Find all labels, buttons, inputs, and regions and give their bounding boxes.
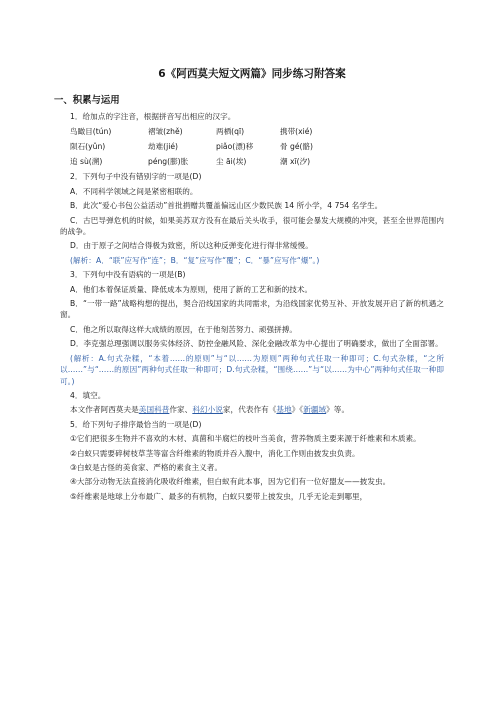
- sentence-3: ③白蚁是古怪的美食家、严格的素食主义者。: [70, 462, 223, 472]
- pinyin-row-1: [70, 126, 444, 137]
- pinyin-item: 追 sù(溯): [70, 157, 103, 167]
- question-3: 3．下列句中没有语病的一项是(B): [70, 270, 186, 280]
- pinyin-item: 陨石(yǔn): [70, 142, 106, 152]
- sentence-5: ⑤纤维素是地球上分布最广、最多的有机物，白蚁只要带上披发虫，几乎无论走到哪里，: [70, 491, 368, 501]
- pinyin-item: 潮 xī(汐): [280, 157, 311, 167]
- sentence-2: ②白蚁只需要碎树枝草茎等富含纤维素的物质并吞入腹中，消化工作则由披发虫负责。: [70, 448, 360, 458]
- option-b: B．“一带一路”战略构想的提出，契合沿线国家的共同需求，为沿线国家优势互补、开放发展开启了新的机遇之窗。: [60, 299, 444, 320]
- question-4: 4．填空。: [70, 390, 106, 400]
- answer-blank: 科普: [154, 405, 170, 415]
- text-fragment: 本文作者阿西莫夫是: [70, 405, 139, 415]
- sentence-1: ①它们把很多生物并不喜欢的木材、真菌和半腐烂的枝叶当美食，营养物质主要来源于纤维素和木质素。: [70, 434, 421, 444]
- text-fragment: 家，代表作有《: [222, 405, 277, 415]
- document-title: 6《阿西莫夫短文两篇》同步练习附答案: [158, 68, 346, 80]
- pinyin-item: 携带(xié): [280, 127, 313, 137]
- text-fragment: 》《: [291, 405, 304, 415]
- answer-blank: 美国: [138, 405, 155, 415]
- question-5: 5．给下列句子排序最恰当的一项是(D): [70, 419, 202, 429]
- pinyin-row-3: [70, 156, 444, 167]
- pinyin-item: 尘 āi(埃): [216, 157, 247, 167]
- fill-in-sentence: [60, 404, 444, 415]
- option-a: A．不同科学领域之间是紧密相联的。: [70, 186, 198, 196]
- answer-explanation: (解析：A.句式杂糅，“本着……的原则”与“以……为原则”两种句式任取一种即可；C.句式杂糅，“之所以……”与“……的原因”两种句式任取一种即可；D.句式杂糅，“围绕……”与“以……为中心”两种句式任取一种即可。): [60, 353, 444, 386]
- question-1: 1．给加点的字注音，根据拼音写出相应的汉字。: [70, 112, 236, 121]
- option-d: D．李克强总理强调以服务实体经济、防控金融风险、深化金融改革为中心提出了明确要求，做出了全面部署。: [70, 339, 443, 349]
- option-c: C．古巴导弹危机的时候，如果美苏双方没有在最后关头收手，很可能会暴发大规模的冲突，甚至全世界范围内的战争。: [60, 215, 444, 237]
- answer-blank: 科幻小说: [192, 405, 223, 415]
- answer-explanation: (解析：A．“联”应写作“连”；B．“复”应写作“覆”；C．“暴”应写作“爆”。): [70, 255, 320, 265]
- option-c: C．他之所以取得这样大成绩的原因，在于他刻苦努力、顽强拼搏。: [70, 324, 298, 334]
- option-a: A．他们本着保证质量、降低成本为原则，使用了新的工艺和新的技术。: [70, 284, 313, 294]
- text-fragment: 》等。: [326, 405, 350, 415]
- pinyin-item: 褶皱(zhě): [148, 127, 183, 137]
- section-heading: 一、积累与运用: [54, 95, 120, 106]
- pinyin-item: 骨 gé(骼): [280, 142, 314, 152]
- option-d: D．由于原子之间结合得极为致密，所以这种反弹变化进行得非常缓慢。: [70, 241, 313, 251]
- sentence-4: ④大部分动物无法直接消化吸收纤维素，但白蚁有此本事，因为它们有一位好盟友——披发虫。: [70, 477, 391, 487]
- answer-blank: 新疆域: [303, 405, 327, 415]
- option-b: B．此次“爱心书包公益活动”首批捐赠共覆盖偏远山区少数民族 14 所小学，4 754 名学生。: [70, 201, 383, 211]
- pinyin-item: piǎo(漂)移: [216, 142, 254, 152]
- text-fragment: 作家、: [169, 405, 193, 415]
- pinyin-row-2: [70, 141, 444, 152]
- pinyin-item: 劫难(jié): [148, 142, 179, 152]
- answer-blank: 基地: [276, 405, 292, 415]
- question-2: 2．下列句子中没有错别字的一项是(D): [70, 172, 202, 182]
- pinyin-item: 鸟瞰目(tún): [70, 127, 112, 137]
- pinyin-item: 两栖(qī): [216, 127, 245, 137]
- pinyin-item: péng(膨)胀: [148, 157, 189, 167]
